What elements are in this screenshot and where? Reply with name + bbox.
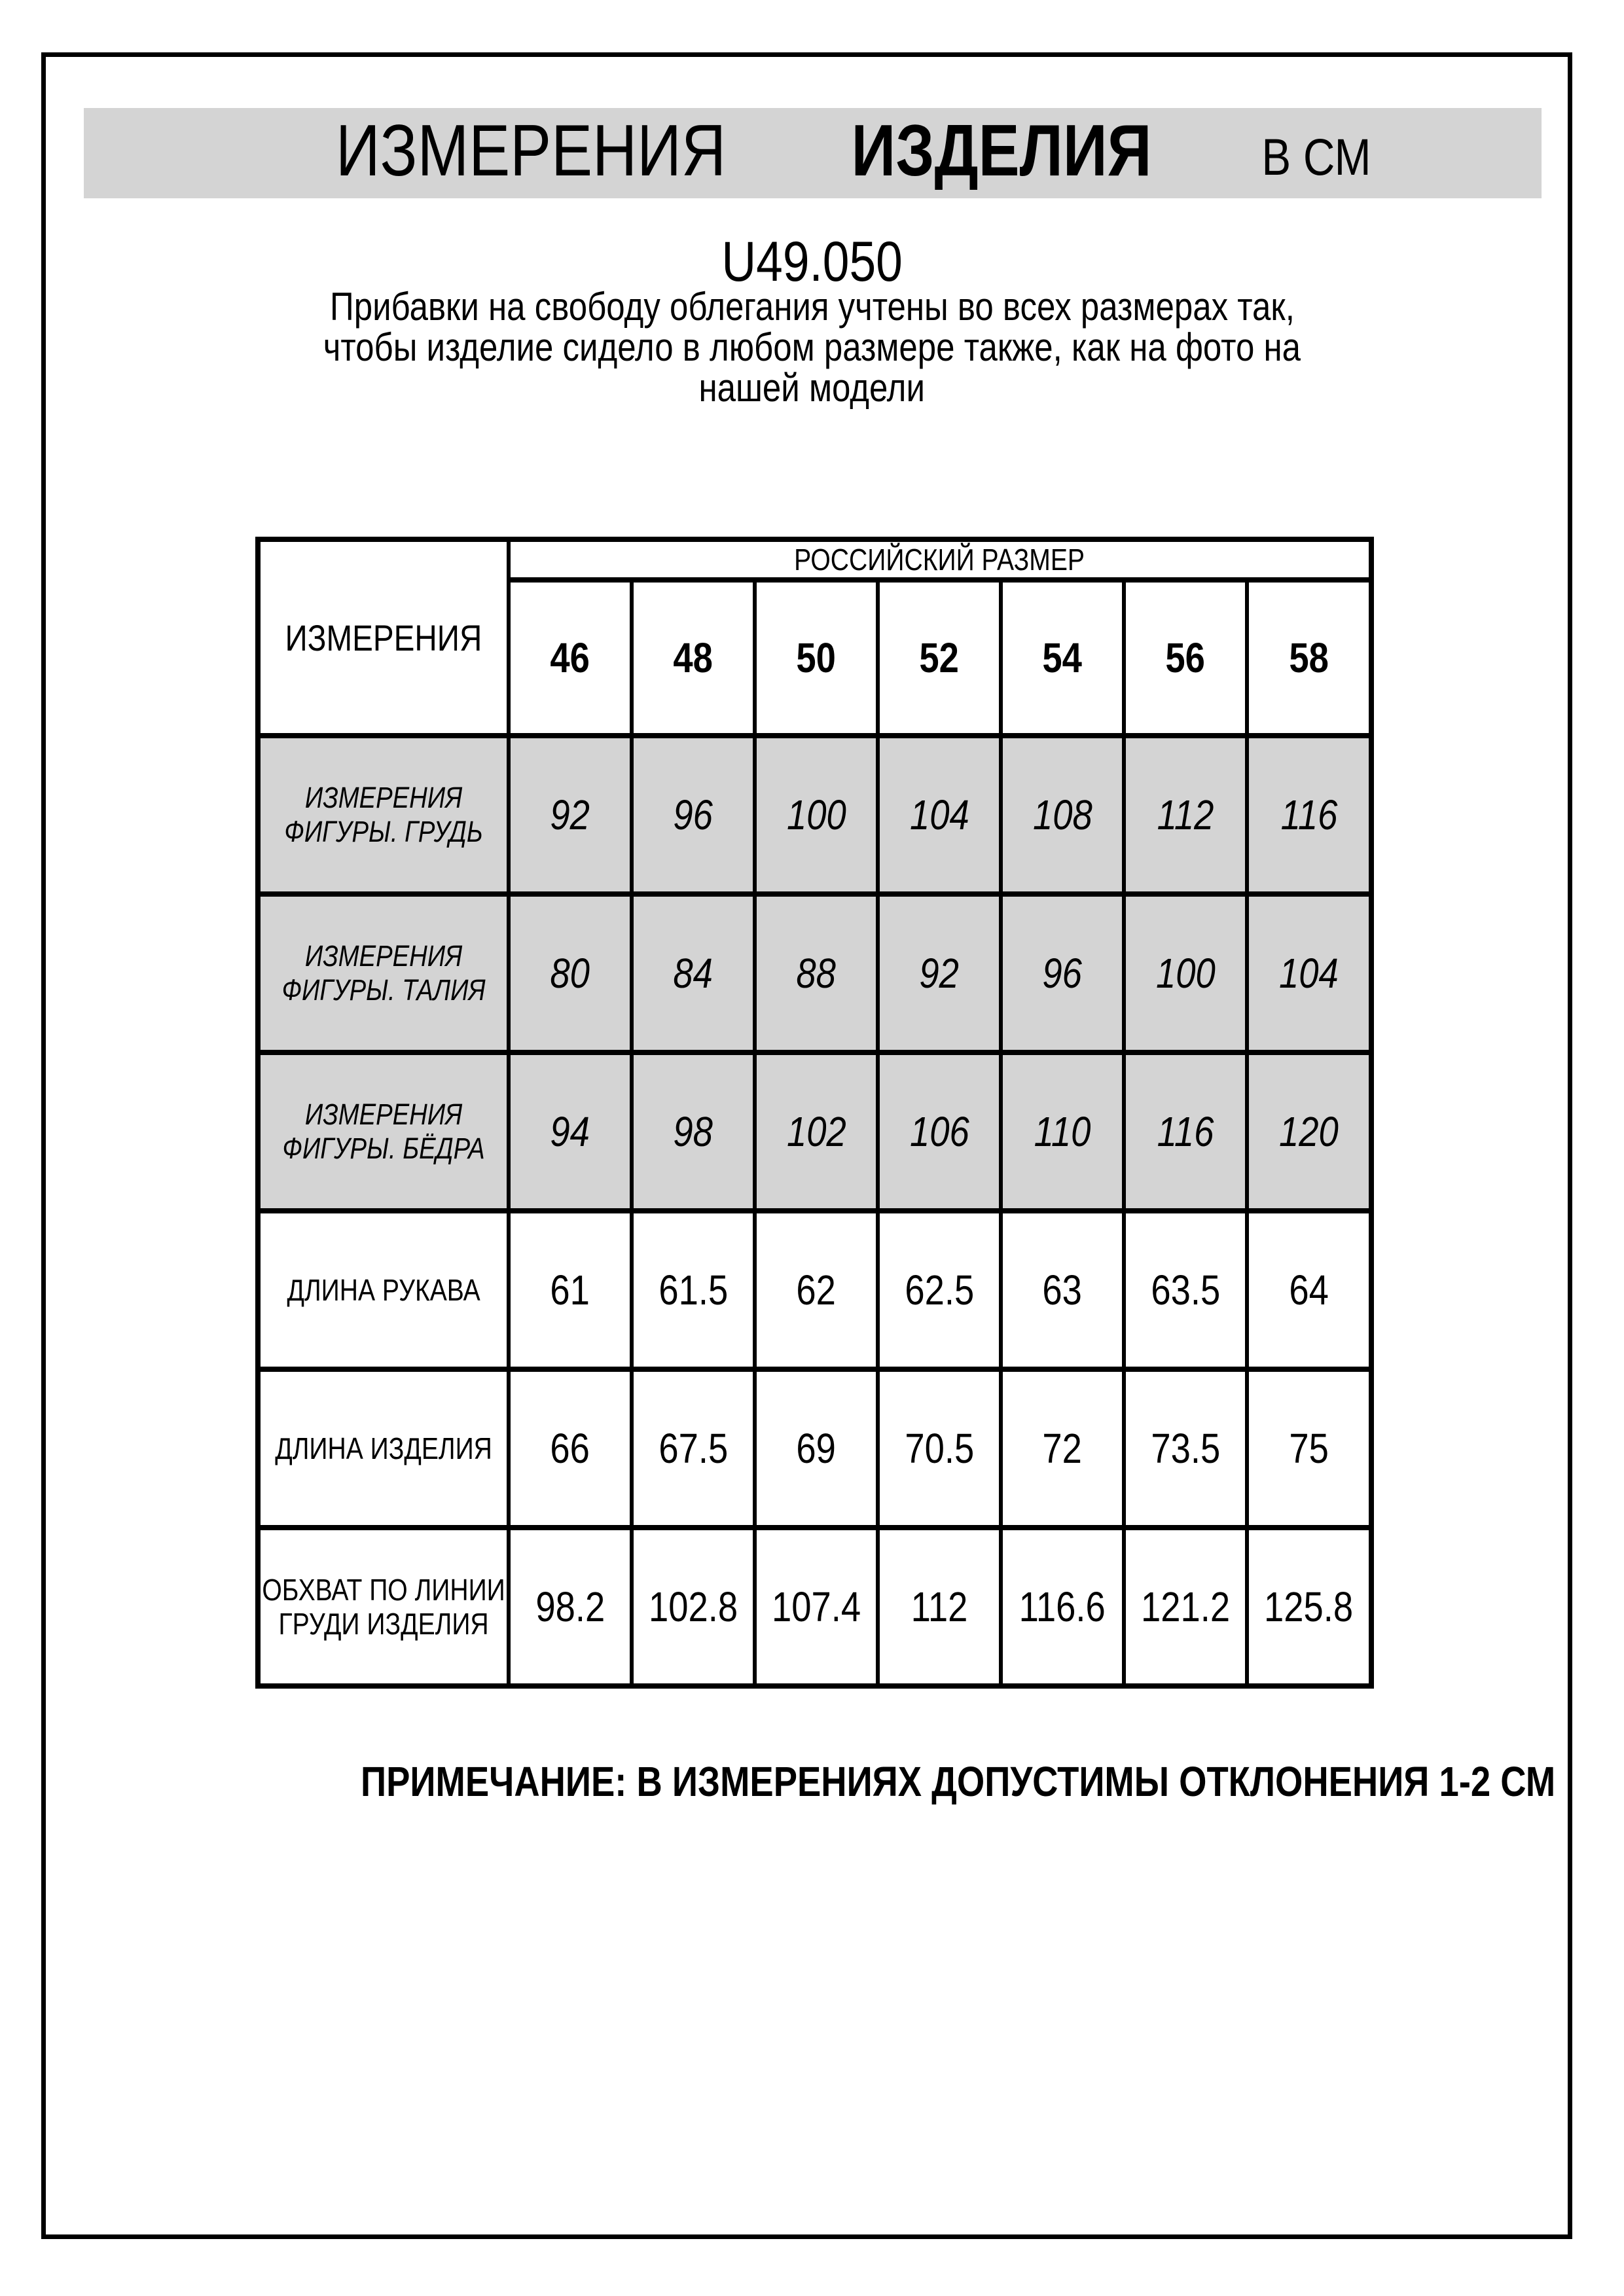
value-cell: 106 xyxy=(878,1052,1001,1211)
value-cell: 107.4 xyxy=(755,1528,878,1686)
value-cell: 70.5 xyxy=(878,1369,1001,1528)
value-cell: 125.8 xyxy=(1247,1528,1371,1686)
size-header-cell: 56 xyxy=(1124,580,1247,736)
value-cell: 61.5 xyxy=(632,1211,755,1369)
value-cell: 102 xyxy=(755,1052,878,1211)
value-cell: 73.5 xyxy=(1124,1369,1247,1528)
table-row-waist xyxy=(258,894,1371,1052)
row-label-cell: ИЗМЕРЕНИЯ ФИГУРЫ. БЁДРА xyxy=(258,1052,509,1211)
description-line: нашей модели xyxy=(698,366,926,410)
row-label-cell: ДЛИНА РУКАВА xyxy=(258,1211,509,1369)
title-bar xyxy=(84,108,1542,198)
table-header-row xyxy=(258,539,1371,580)
value-cell: 61 xyxy=(509,1211,632,1369)
size-header-cell: 46 xyxy=(509,580,632,736)
value-cell: 116 xyxy=(1124,1052,1247,1211)
value-cell: 80 xyxy=(509,894,632,1052)
value-cell: 64 xyxy=(1247,1211,1371,1369)
tolerance-note: ПРИМЕЧАНИЕ: В ИЗМЕРЕНИЯХ ДОПУСТИМЫ ОТКЛОНЕНИЯ 1-2 СМ xyxy=(361,1758,1556,1805)
size-header-cell: 54 xyxy=(1001,580,1124,736)
product-code: U49.050 xyxy=(721,230,903,293)
title-word-measurements: ИЗМЕРЕНИЯ xyxy=(335,109,727,191)
row-label-cell: ИЗМЕРЕНИЯ ФИГУРЫ. ГРУДЬ xyxy=(258,736,509,894)
group-header-cell: РОССИЙСКИЙ РАЗМЕР xyxy=(509,539,1371,580)
value-cell: 108 xyxy=(1001,736,1124,894)
title-unit-cm: В СМ xyxy=(1261,127,1371,186)
value-cell: 110 xyxy=(1001,1052,1124,1211)
size-header-cell: 52 xyxy=(878,580,1001,736)
value-cell: 92 xyxy=(509,736,632,894)
value-cell: 96 xyxy=(632,736,755,894)
value-cell: 100 xyxy=(1124,894,1247,1052)
fit-description xyxy=(0,287,1624,408)
value-cell: 104 xyxy=(1247,894,1371,1052)
value-cell: 102.8 xyxy=(632,1528,755,1686)
description-line: чтобы изделие сидело в любом размере также, как на фото на xyxy=(323,325,1301,369)
value-cell: 120 xyxy=(1247,1052,1371,1211)
corner-header-cell: ИЗМЕРЕНИЯ xyxy=(258,539,509,736)
value-cell: 112 xyxy=(1124,736,1247,894)
value-cell: 92 xyxy=(878,894,1001,1052)
value-cell: 116 xyxy=(1247,736,1371,894)
value-cell: 98 xyxy=(632,1052,755,1211)
value-cell: 63.5 xyxy=(1124,1211,1247,1369)
size-header-cell: 48 xyxy=(632,580,755,736)
size-table xyxy=(255,537,1374,1689)
title-word-product: ИЗДЕЛИЯ xyxy=(851,109,1152,191)
value-cell: 72 xyxy=(1001,1369,1124,1528)
table-row-garment-length xyxy=(258,1369,1371,1528)
table-row-bust xyxy=(258,736,1371,894)
value-cell: 116.6 xyxy=(1001,1528,1124,1686)
value-cell: 94 xyxy=(509,1052,632,1211)
value-cell: 84 xyxy=(632,894,755,1052)
row-label-cell: ОБХВАТ ПО ЛИНИИ ГРУДИ ИЗДЕЛИЯ xyxy=(258,1528,509,1686)
value-cell: 67.5 xyxy=(632,1369,755,1528)
value-cell: 112 xyxy=(878,1528,1001,1686)
value-cell: 62.5 xyxy=(878,1211,1001,1369)
value-cell: 121.2 xyxy=(1124,1528,1247,1686)
row-label-cell: ДЛИНА ИЗДЕЛИЯ xyxy=(258,1369,509,1528)
value-cell: 104 xyxy=(878,736,1001,894)
description-line: Прибавки на свободу облегания учтены во всех размерах так, xyxy=(329,285,1295,329)
value-cell: 75 xyxy=(1247,1369,1371,1528)
size-header-cell: 50 xyxy=(755,580,878,736)
value-cell: 69 xyxy=(755,1369,878,1528)
value-cell: 100 xyxy=(755,736,878,894)
value-cell: 62 xyxy=(755,1211,878,1369)
value-cell: 96 xyxy=(1001,894,1124,1052)
table-row-sleeve-length xyxy=(258,1211,1371,1369)
value-cell: 63 xyxy=(1001,1211,1124,1369)
table-row-chest-girth xyxy=(258,1528,1371,1686)
value-cell: 98.2 xyxy=(509,1528,632,1686)
value-cell: 88 xyxy=(755,894,878,1052)
row-label-cell: ИЗМЕРЕНИЯ ФИГУРЫ. ТАЛИЯ xyxy=(258,894,509,1052)
size-header-cell: 58 xyxy=(1247,580,1371,736)
table-row-hips xyxy=(258,1052,1371,1211)
value-cell: 66 xyxy=(509,1369,632,1528)
